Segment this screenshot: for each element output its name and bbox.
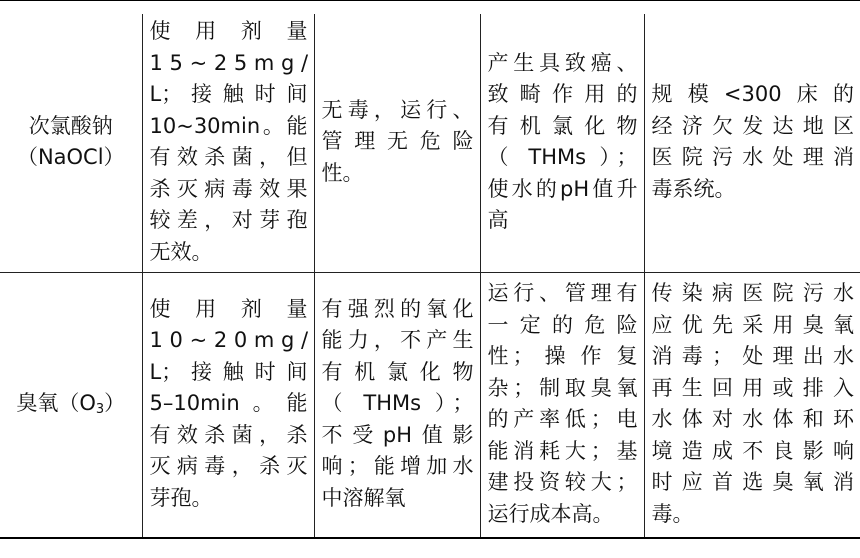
text-line: （ THMs ）； (487, 145, 638, 169)
text-line: 无毒，运行、 (321, 97, 474, 122)
text-line: 毒。 (651, 501, 694, 526)
method-formula: （NaOCl） (16, 145, 125, 169)
text-line: 管 理 无 危 险 (321, 129, 474, 154)
text-line: 不受pH值影 (321, 422, 474, 447)
disadvantages-cell (480, 14, 644, 273)
disadvantages-cell (480, 273, 644, 539)
text-line: 一 定 的 危 险 (487, 312, 638, 337)
text-line: 有强烈的氧化 (321, 296, 474, 321)
text-line: 有效杀菌，但 (149, 145, 308, 169)
text-line: 5–10min。能 (149, 391, 308, 416)
method-name: 次氯酸钠 (28, 113, 113, 138)
text-line: 传染病医院污水 (651, 281, 854, 305)
usage-cell (142, 273, 314, 539)
disinfection-comparison-table (0, 14, 860, 539)
method-name-with-formula: 臭氧$(O_3)$ (16, 391, 126, 418)
application-cell (644, 273, 860, 539)
method-name-cell (0, 273, 142, 539)
text-line: 杀灭病毒效果 (149, 176, 308, 201)
text-line: 规模<300床的 (651, 82, 854, 106)
text-line: 境造成不良影响 (651, 438, 854, 463)
text-line: 的产率低；电 (487, 407, 638, 431)
text-line: 产生具致癌、 (487, 50, 638, 75)
text-line: 杂；制取臭氧 (487, 375, 638, 400)
text-line: 有 机 氯 化 物 (487, 113, 638, 138)
table-row (0, 273, 860, 539)
text-line: 芽孢。 (149, 485, 213, 510)
text-line: 致 畸 作 用 的 (487, 82, 638, 106)
text-line: 使水的pH值升 (487, 176, 638, 201)
text-line: 使 用 剂 量 (149, 19, 308, 43)
text-line: 应优先采用臭氧 (651, 312, 854, 337)
text-line: L； 接 触 时 间 (149, 359, 308, 384)
method-name-cell (0, 14, 142, 273)
text-line: 能消耗大；基 (487, 438, 638, 463)
text-line: 无效。 (149, 239, 213, 264)
method-formula: O (79, 391, 96, 416)
text-line: 医院污水处理消 (651, 145, 854, 169)
text-line: 1 0 ~ 2 0 m g / (149, 328, 309, 353)
text-line: 消毒；处理出水 (651, 344, 854, 368)
advantages-cell (314, 14, 480, 273)
text-line: 1 5 ~ 2 5 m g / (149, 50, 309, 75)
text-line: 时应首选臭氧消 (651, 470, 854, 494)
text-line: 毒系统。 (651, 176, 736, 201)
text-line: 灭病毒，杀灭 (149, 454, 308, 479)
method-name: 臭氧 (16, 391, 59, 416)
text-line: 有 机 氯 化 物 (321, 359, 474, 384)
text-line: 高 (487, 208, 509, 232)
text-line: 能力，不产生 (321, 328, 474, 353)
text-line: 使 用 剂 量 (149, 296, 308, 321)
text-line: 中溶解氧 (321, 485, 406, 510)
text-line: 水体对水体和环 (651, 407, 854, 431)
usage-cell (142, 14, 314, 273)
text-line: 较差，对芽孢 (149, 208, 308, 232)
text-line: 建投资较大； (487, 470, 638, 494)
text-line: 有效杀菌，杀 (149, 422, 308, 447)
text-line: 性； 操 作 复 (487, 344, 638, 368)
text-line: （ THMs ）； (321, 391, 474, 416)
text-line: 再生回用或排入 (651, 375, 854, 400)
text-line: 经济欠发达地区 (651, 113, 854, 138)
text-line: 响；能增加水 (321, 454, 474, 479)
text-line: 运行、管理有 (487, 281, 638, 305)
text-line: 性。 (321, 160, 364, 185)
text-line: 10~30min。能 (149, 113, 308, 138)
table-row (0, 14, 860, 273)
top-rule (0, 0, 860, 1)
text-line: 运行成本高。 (487, 501, 614, 526)
application-cell (644, 14, 860, 273)
advantages-cell (314, 273, 480, 539)
formula-subscript: 3 (95, 402, 105, 418)
text-line: L； 接 触 时 间 (149, 82, 308, 106)
